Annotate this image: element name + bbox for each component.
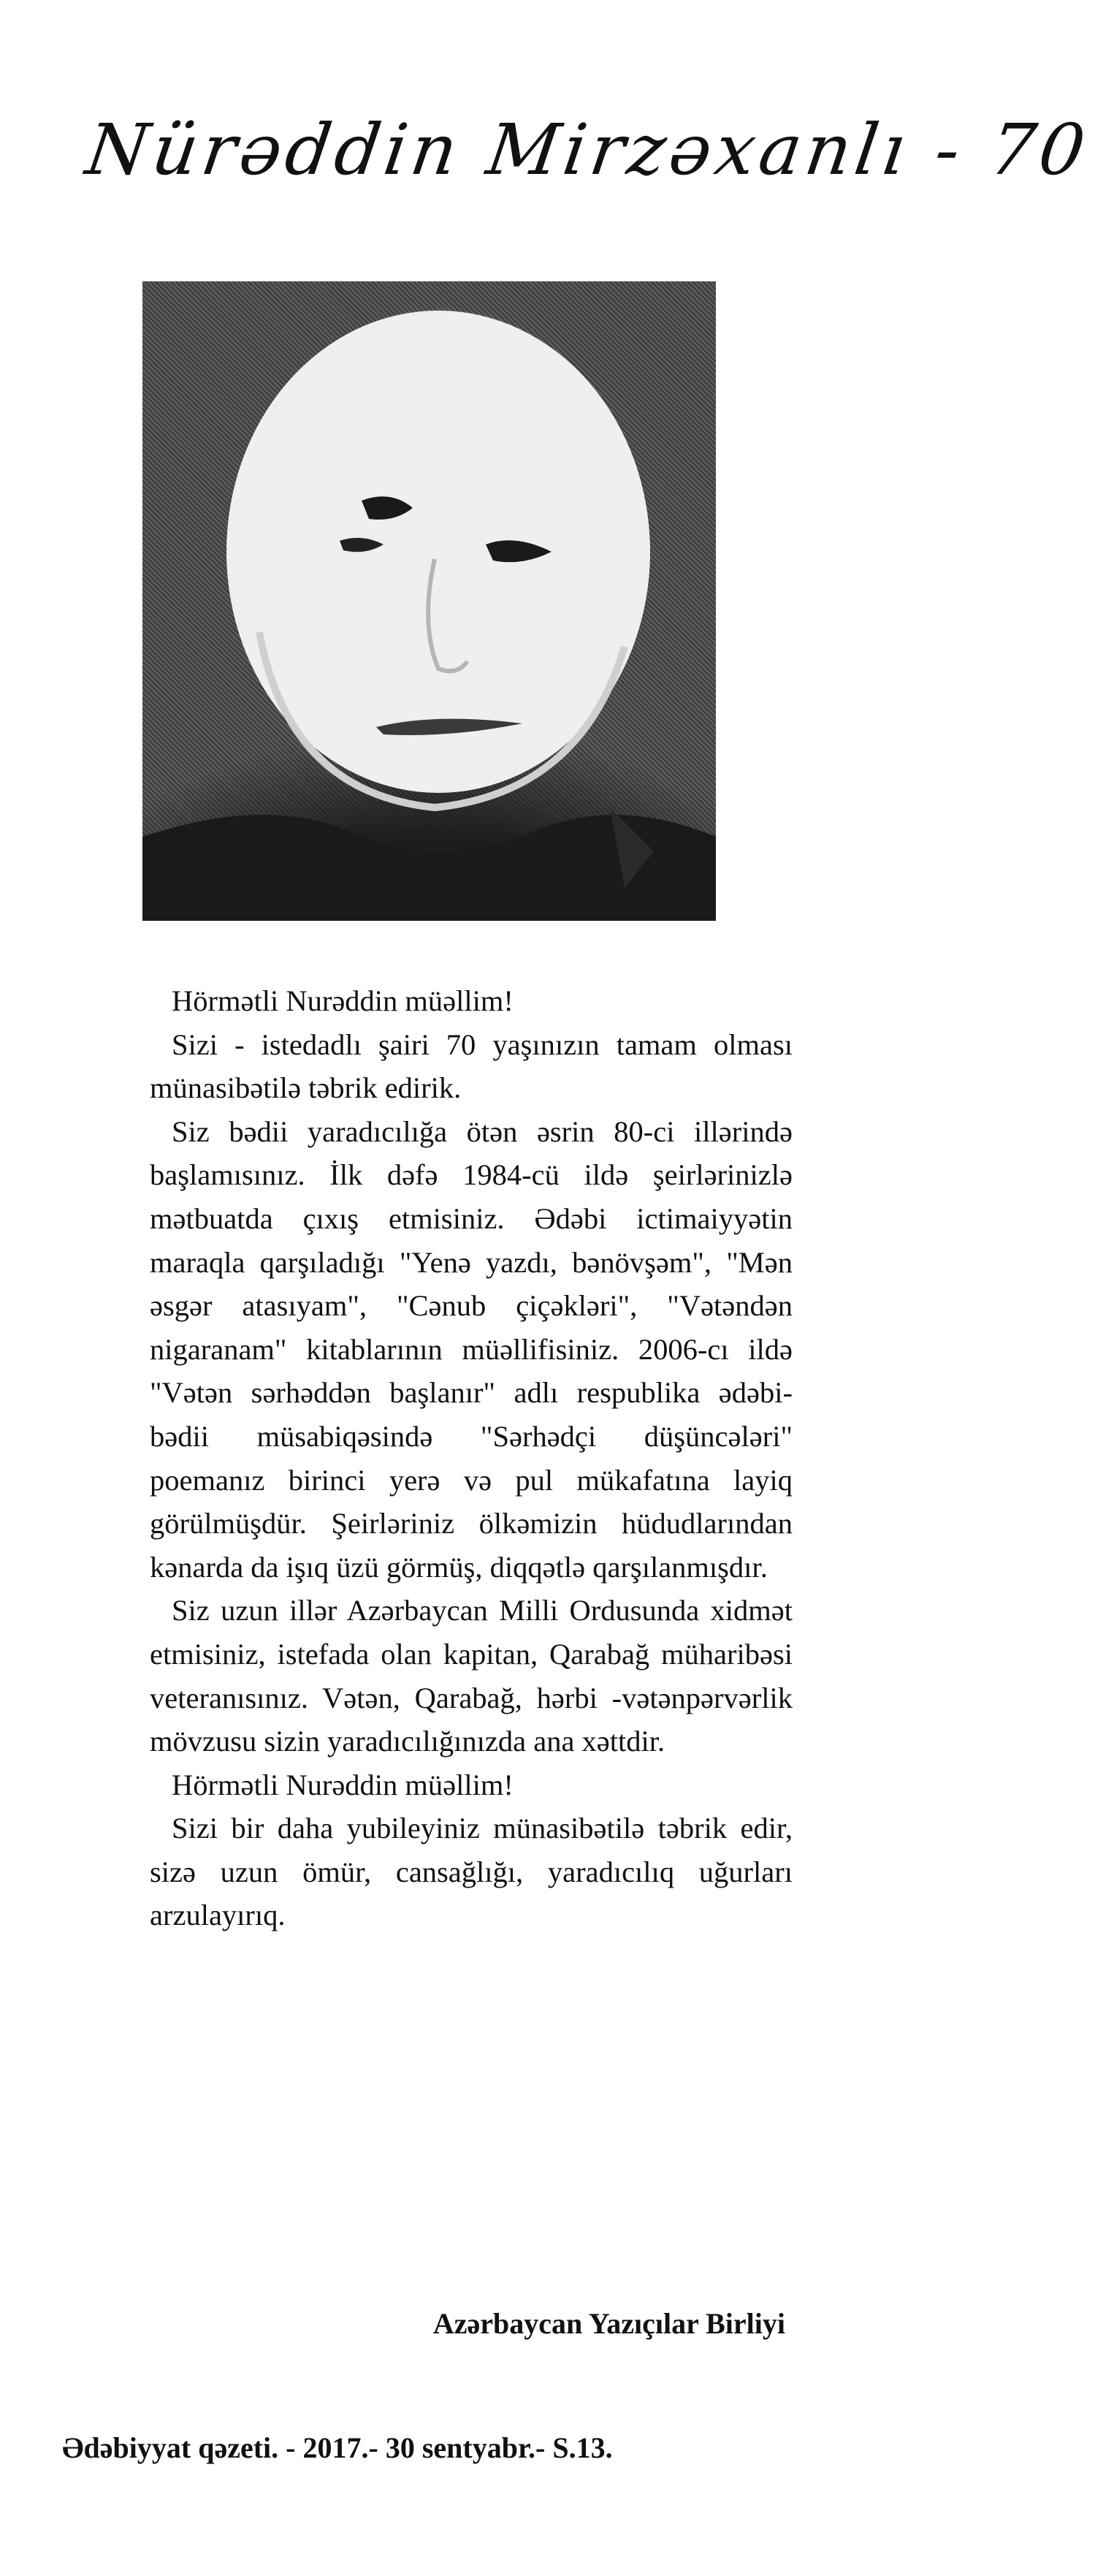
letter-paragraph: Siz bədii yaradıcılığa ötən əsrin 80-ci illərində başlamısınız. İlk dəfə 1984-cü ildə şeirlərinizlə mətbuatda çıxış etmisiniz. Ədəbi ictimaiyyətin maraqla qarşıladığı "Yenə yazdı, bənövşəm", "Mən əsgər atasıyam", "Cənub çiçəkləri", "Vətəndən nigaranam" kitablarının müəllifisiniz. 2006-cı ildə "Vətən sərhəddən başlanır" adlı respublika ədəbi-bədii müsabiqəsində "Sərhədçi düşüncələri" poemanız birinci yerə və pul mükafatına layiq görülmüşdür. Şeirləriniz ölkəmizin hüdudlarından kənarda da işıq üzü görmüş, diqqətlə qarşılanmışdır. [150,1114,793,1584]
page-title: Nürəddin Mirzəxanlı - 70 [81,109,1095,191]
letter-paragraph: Hörmətli Nurəddin müəllim! [172,1768,514,1801]
portrait-photo-icon [142,281,716,921]
letter-paragraph: Hörmətli Nurəddin müəllim! [172,984,514,1017]
letter-paragraph: Sizi - istedadlı şairi 70 yaşınızın tamam olması münasibətilə təbrik edirik. [150,1027,793,1105]
signature: Azərbaycan Yazıçılar Birliyi [432,2307,785,2340]
letter-paragraph: Siz uzun illər Azərbaycan Milli Ordusunda xidmət etmisiniz, istefada olan kapitan, Qarabağ müharibəsi veteranısınız. Vətən, Qarabağ, hərbi -vətənpərvərlik mövzusu sizin yaradıcılığınızda ana xəttdir. [150,1594,793,1758]
letter-paragraph: Sizi bir daha yubileyiniz münasibətilə təbrik edir, sizə uzun ömür, cansağlığı, yaradıcılıq uğurları arzulayırıq. [150,1812,793,1932]
greeting-letter [150,979,793,1937]
portrait-photo [142,281,716,921]
source-citation: Ədəbiyyat qəzeti. - 2017.- 30 sentyabr.- S.13. [62,2431,613,2464]
